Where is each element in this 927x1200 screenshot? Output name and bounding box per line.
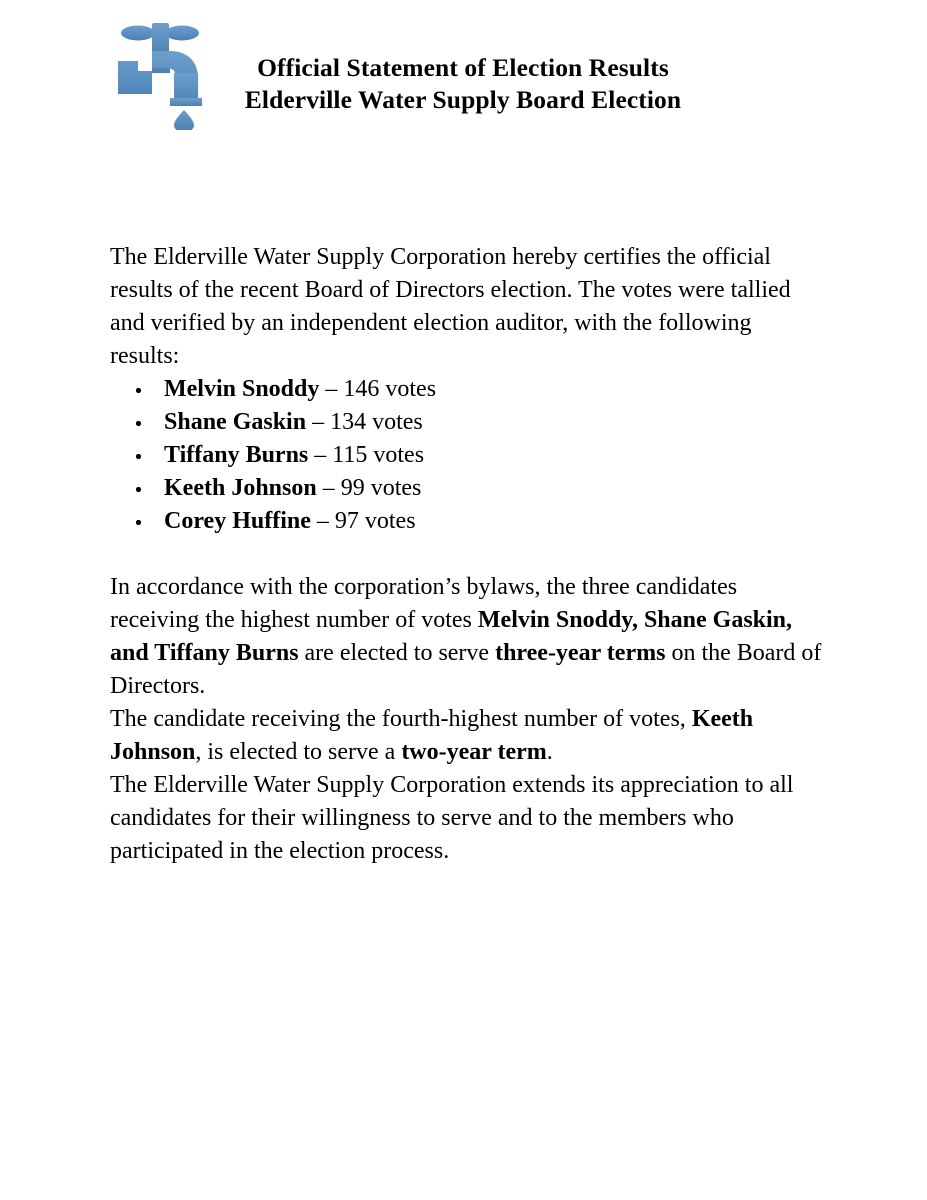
closing-paragraph: The Elderville Water Supply Corporation extends its appreciation to all candidates for their willingness to serve and to the members who participated in the election process.	[110, 772, 794, 864]
two-year-part3: .	[546, 739, 553, 765]
two-year-term-label: two-year term	[401, 739, 547, 765]
intro-paragraph: The Elderville Water Supply Corporation hereby certifies the official results of the recent Board of Directors election. The votes were tallied and verified by an independent election auditor, with the following results:	[110, 244, 791, 369]
three-year-part2: are elected to serve	[298, 640, 496, 666]
page-title	[228, 52, 698, 116]
bullet-icon	[136, 520, 141, 525]
three-year-elected-names: Melvin Snoddy, Shane Gaskin, and Tiffany Burns	[110, 607, 793, 666]
candidate-votes: – 146 votes	[319, 376, 437, 402]
candidate-votes: – 99 votes	[316, 475, 422, 501]
bullet-icon	[136, 421, 141, 426]
bullet-icon	[136, 487, 141, 492]
document-header	[0, 0, 927, 150]
title-line-2: Elderville Water Supply Board Election	[244, 85, 682, 114]
paragraph-spacer	[110, 538, 822, 571]
candidate-name: Tiffany Burns	[164, 442, 309, 468]
candidate-name: Shane Gaskin	[164, 409, 307, 435]
list-item	[110, 505, 822, 538]
three-year-part1: In accordance with the corporation’s bylaws, the three candidates receiving the highest number of votes	[110, 574, 738, 633]
two-year-part2: , is elected to serve a	[195, 739, 402, 765]
bullet-icon	[136, 454, 141, 459]
list-item	[110, 406, 822, 439]
water-faucet-icon	[114, 18, 214, 130]
election-results-list	[110, 373, 822, 538]
two-year-elected-name: Keeth Johnson	[110, 706, 754, 765]
list-item	[110, 472, 822, 505]
two-year-part1: The candidate receiving the fourth-highest number of votes,	[110, 706, 692, 732]
list-item	[110, 373, 822, 406]
candidate-votes: – 97 votes	[310, 508, 416, 534]
candidate-votes: – 134 votes	[306, 409, 423, 435]
three-year-term-label: three-year terms	[495, 640, 666, 666]
candidate-name: Corey Huffine	[164, 508, 311, 534]
three-year-term-paragraph	[110, 571, 822, 703]
candidate-name: Melvin Snoddy	[164, 376, 320, 402]
title-line-1: Official Statement of Election Results	[257, 53, 669, 82]
document-body	[110, 241, 822, 868]
bullet-icon	[136, 388, 141, 393]
candidate-votes: – 115 votes	[308, 442, 425, 468]
two-year-term-paragraph	[110, 703, 822, 769]
candidate-name: Keeth Johnson	[164, 475, 317, 501]
three-year-part3: on the Board of Directors.	[110, 640, 822, 699]
list-item	[110, 439, 822, 472]
